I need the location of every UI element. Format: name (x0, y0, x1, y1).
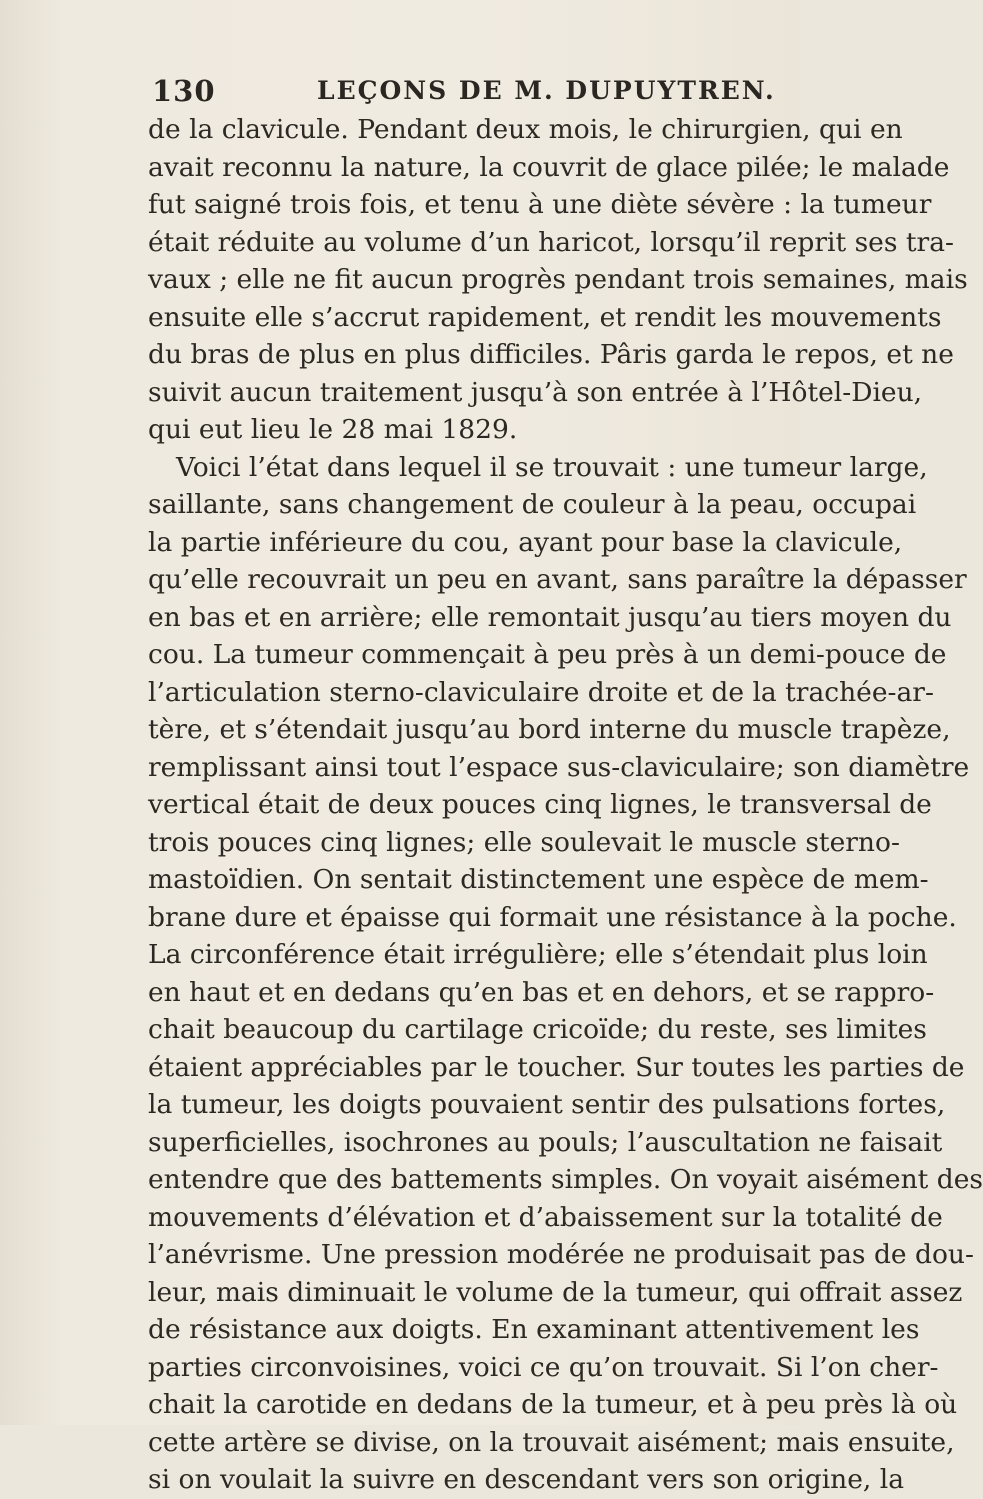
text-line: était réduite au volume d’un haricot, lorsqu’il reprit ses tra- (148, 226, 954, 258)
text-line: du bras de plus en plus difficiles. Pâris garda le repos, et ne (148, 339, 954, 370)
text-line: vertical était de deux pouces cinq lignes, le transversal de (148, 789, 932, 820)
text-line: qu’elle recouvrait un peu en avant, sans paraître la dépasser (148, 564, 967, 595)
text-line: leur, mais diminuait le volume de la tumeur, qui offrait assez (148, 1276, 963, 1308)
page-header (152, 74, 792, 114)
text-line: saillante, sans changement de couleur à la peau, occupai (148, 489, 917, 520)
text-line: l’anévrisme. Une pression modérée ne produisait pas de dou- (148, 1239, 974, 1270)
text-line: chait la carotide en dedans de la tumeur, et à peu près là où (148, 1389, 958, 1420)
text-line: cou. La tumeur commençait à peu près à un demi-pouce de (148, 639, 947, 670)
running-head: LEÇONS DE M. DUPUYTREN. (317, 76, 776, 105)
text-line: superficielles, isochrones au pouls; l’auscultation ne faisait (148, 1126, 943, 1158)
text-line: la tumeur, les doigts pouvaient sentir des pulsations fortes, (148, 1089, 946, 1120)
text-line: trois pouces cinq lignes; elle soulevait le muscle sterno- (148, 826, 900, 858)
text-line: mastoïdien. On sentait distinctement une espèce de mem- (148, 864, 929, 895)
text-line: la partie inférieure du cou, ayant pour base la clavicule, (148, 526, 903, 558)
text-line: étaient appréciables par le toucher. Sur toutes les parties de (148, 1051, 965, 1083)
paragraph-start-line: Voici l’état dans lequel il se trouvait : une tumeur large, (176, 451, 928, 483)
text-line: mouvements d’élévation et d’abaissement sur la totalité de (148, 1201, 943, 1233)
text-line: si on voulait la suivre en descendant vers son origine, la (148, 1464, 905, 1495)
text-line: de résistance aux doigts. En examinant attentivement les (148, 1314, 920, 1345)
text-line: de la clavicule. Pendant deux mois, le chirurgien, qui en (148, 114, 903, 145)
body-text (148, 111, 983, 1499)
text-line: en bas et en arrière; elle remontait jusqu’au tiers moyen du (148, 601, 952, 633)
text-line: chait beaucoup du cartilage cricoïde; du reste, ses limites (148, 1014, 927, 1045)
text-line: cette artère se divise, on la trouvait aisément; mais ensuite, (148, 1426, 955, 1458)
text-line: La circonférence était irrégulière; elle s’étendait plus loin (148, 939, 928, 970)
text-line: fut saigné trois fois, et tenu à une diète sévère : la tumeur (148, 189, 932, 220)
text-line: tère, et s’étendait jusqu’au bord interne du muscle trapèze, (148, 714, 951, 745)
text-line: brane dure et épaisse qui formait une résistance à la poche. (148, 901, 957, 933)
page-number: 130 (152, 74, 216, 108)
text-line: suivit aucun traitement jusqu’à son entrée à l’Hôtel-Dieu, (148, 376, 923, 408)
text-line: ensuite elle s’accrut rapidement, et rendit les mouvements (148, 301, 942, 333)
text-line: entendre que des battements simples. On voyait aisément des (148, 1164, 983, 1195)
text-line: avait reconnu la nature, la couvrit de glace pilée; le malade (148, 151, 950, 183)
text-line: remplissant ainsi tout l’espace sus-claviculaire; son diamètre (148, 751, 970, 783)
text-line: vaux ; elle ne fit aucun progrès pendant trois semaines, mais (148, 264, 968, 295)
text-line: parties circonvoisines, voici ce qu’on trouvait. Si l’on cher- (148, 1351, 939, 1383)
text-line: qui eut lieu le 28 mai 1829. (148, 414, 518, 445)
text-line: l’articulation sterno-claviculaire droite et de la trachée-ar- (148, 676, 934, 708)
text-line: en haut et en dedans qu’en bas et en dehors, et se rappro- (148, 976, 935, 1008)
